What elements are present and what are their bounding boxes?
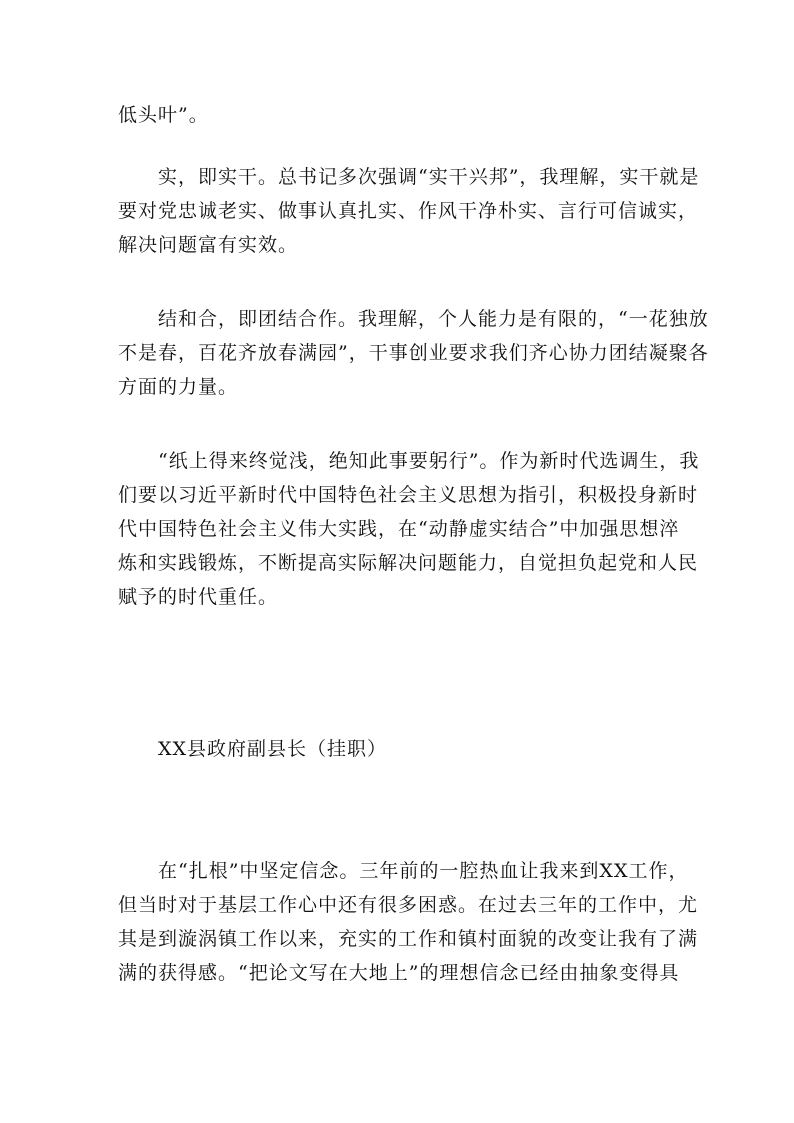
text-line: 低头叶”。 xyxy=(118,104,209,126)
paragraph-tuanjie-hezuo xyxy=(118,302,709,404)
text-line: “纸上得来终觉浅，绝知此事要躬行”。作为新时代选调生，我 xyxy=(158,450,700,472)
text-line: 要对党忠诚老实、做事认真扎实、作风干净朴实、言行可信诚实， xyxy=(118,200,699,222)
section-heading: XX县政府副县长（挂职） xyxy=(158,738,388,760)
text-line: 方面的力量。 xyxy=(118,376,239,398)
text-line: 但当时对于基层工作心中还有很多困惑。在过去三年的工作中，尤 xyxy=(118,894,699,916)
text-line: 炼和实践锻炼，不断提高实际解决问题能力，自觉担负起党和人民 xyxy=(118,552,699,574)
text-line: 不是春，百花齐放春满园”，干事创业要求我们齐心协力团结凝聚各 xyxy=(118,342,709,364)
paragraph-zhagen xyxy=(118,854,699,990)
text-line: 实，即实干。总书记多次强调“实干兴邦”，我理解，实干就是 xyxy=(158,166,700,188)
text-line: 满的获得感。“把论文写在大地上”的理想信念已经由抽象变得具 xyxy=(118,962,680,984)
text-line: 代中国特色社会主义伟大实践，在“动静虚实结合”中加强思想淬 xyxy=(118,518,680,540)
text-line: 们要以习近平新时代中国特色社会主义思想为指引，积极投身新时 xyxy=(118,484,699,506)
paragraph-continuation xyxy=(118,98,678,132)
text-line: 解决问题富有实效。 xyxy=(118,234,299,256)
text-line: 结和合，即团结合作。我理解，个人能力是有限的，“一花独放 xyxy=(158,308,709,330)
paragraph-zhishang-delai xyxy=(118,444,700,614)
text-line: 其是到漩涡镇工作以来，充实的工作和镇村面貌的改变让我有了满 xyxy=(118,928,699,950)
text-line: 赋予的时代重任。 xyxy=(118,586,279,608)
text-line: 在“扎根”中坚定信念。三年前的一腔热血让我来到XX工作， xyxy=(158,860,689,882)
paragraph-shi-shigan xyxy=(118,160,700,262)
